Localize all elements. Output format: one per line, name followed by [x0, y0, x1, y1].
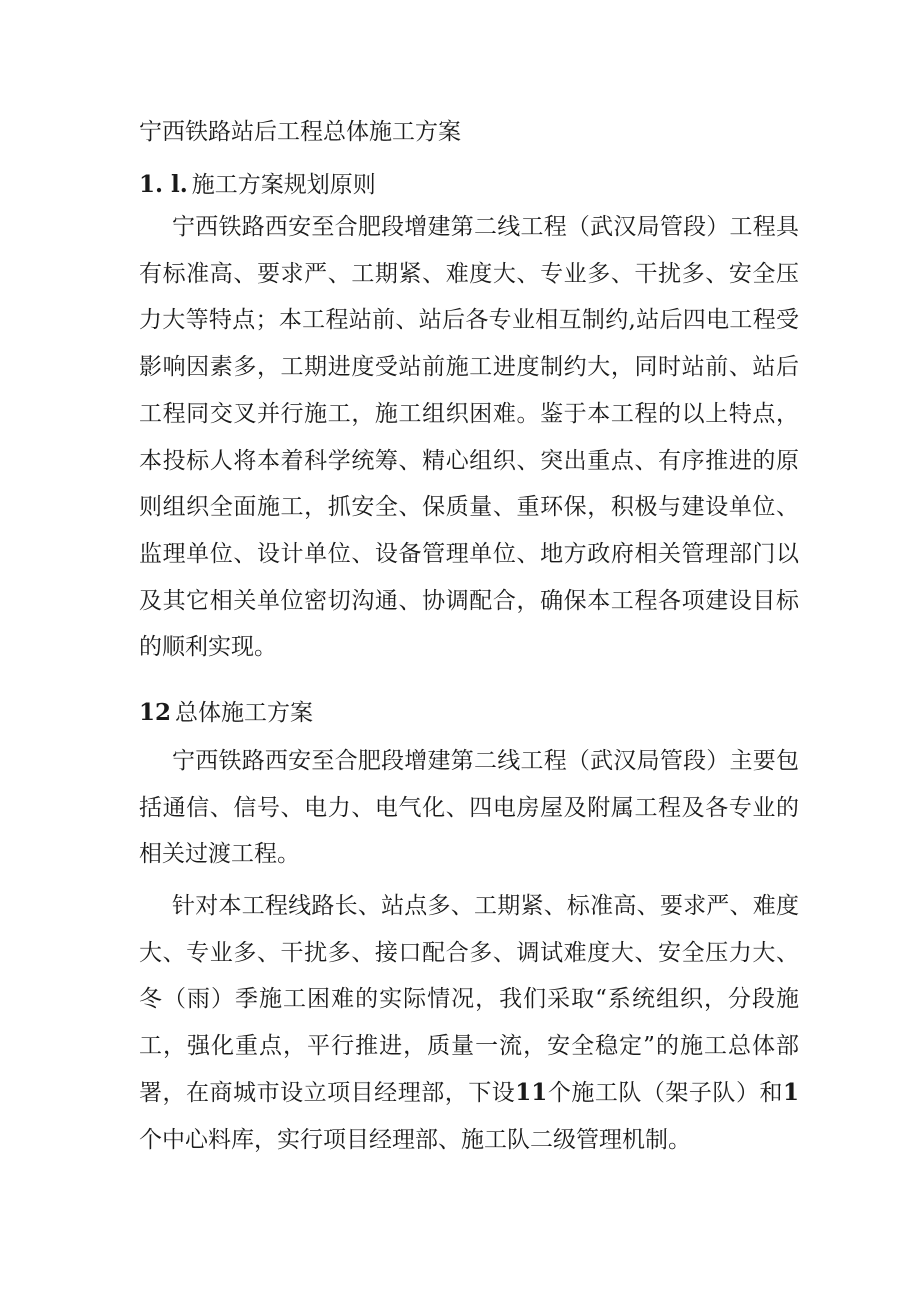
paragraph-2-text-a: 针对本工程线路长、站点多、工期紧、标准高、要求严、难度大、专业多、干扰多、接口配合多、调试难度大、安全压力大、冬（雨）季施工困难的实际情况，我们采取“系统组织，分段施工，强化重点，平行推进，质量一流，安全稳定”的施工总体部署，在商城市设立项目经理部，下设: [139, 893, 799, 1106]
team-count: 11: [515, 1078, 548, 1106]
section-2-heading-text: 总体施工方案: [175, 700, 314, 726]
section-2-paragraph-1: 宁西铁路西安至合肥段增建第二线工程（武汉局管段）主要包括通信、信号、电力、电气化、四电房屋及附属工程及各专业的相关过渡工程。: [139, 748, 799, 868]
section-2-number: 12: [139, 699, 172, 726]
section-2-heading: [139, 697, 313, 729]
section-1-heading-text: 施工方案规划原则: [191, 172, 376, 198]
paragraph-2-text-b: 个施工队（架子队）和: [547, 1079, 783, 1106]
document-title: 宁西铁路站后工程总体施工方案: [139, 119, 461, 145]
section-2-paragraph-2: [139, 883, 799, 1163]
paragraph-2-text-c: 个中心料库，实行项目经理部、施工队二级管理机制。: [139, 1126, 691, 1153]
section-1-heading: [139, 169, 376, 201]
section-1-number: 1. l.: [139, 171, 188, 198]
section-1-paragraph: 宁西铁路西安至合肥段增建第二线工程（武汉局管段）工程具有标准高、要求严、工期紧、难度大、专业多、干扰多、安全压力大等特点；本工程站前、站后各专业相互制约,站后四电工程受影响因素多，工期进度受站前施工进度制约大，同时站前、站后工程同交叉并行施工，施工组织困难。鉴于本工程的以上特点，本投标人将本着科学统筹、精心组织、突出重点、有序推进的原则组织全面施工，抓安全、保质量、重环保，积极与建设单位、监理单位、设计单位、设备管理单位、地方政府相关管理部门以及其它相关单位密切沟通、协调配合，确保本工程各项建设目标的顺利实现。: [139, 214, 799, 661]
depot-count: 1: [783, 1078, 800, 1106]
